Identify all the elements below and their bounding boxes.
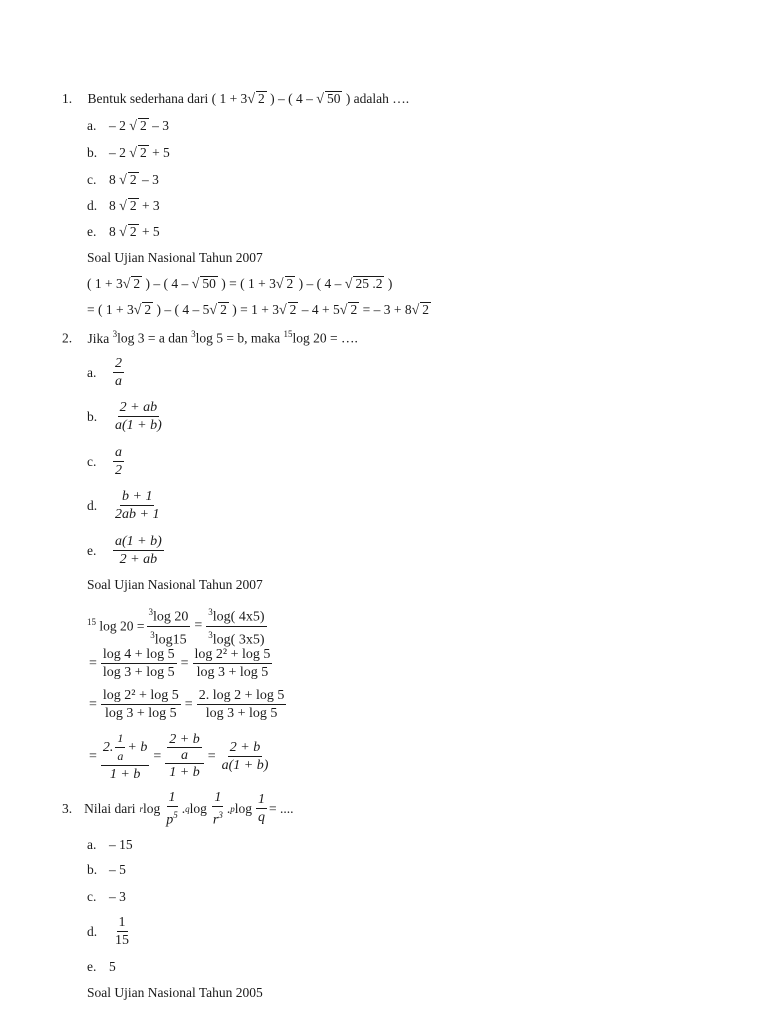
stem-text: Bentuk sederhana dari ( 1 + 3 xyxy=(87,91,248,106)
fraction: $\frac{a}{2}$ xyxy=(115,445,122,478)
source-note: Soal Ujian Nasional Tahun 2005 xyxy=(87,985,263,1000)
option-d: d. $\frac{b + 1}{2ab + 1}$ xyxy=(87,489,160,522)
question-number: 3. xyxy=(62,800,73,816)
option-b: b. $\frac{2 + ab}{a(1 + b)}$ xyxy=(87,400,162,433)
fraction: $\frac{2 + ab}{a(1 + b)}$ xyxy=(115,400,162,433)
option-b: b. – 2 √ 2 + 5 xyxy=(87,145,170,161)
solution-line-1: $^{15}$ log 20 = $\frac{^3\log 20}{^3\log 15}$ = $\frac{^3\log( 4x5)}{^3\log( 3x5)}$ xyxy=(87,604,269,648)
solution-line-2: = $\frac{\log 4 + \log 5}{\log 3 + \log 5}$ = $\frac{\text{log 2² + log 5}}{\log 3 + \log 5}$ xyxy=(89,647,271,680)
stem-text: ) – ( 4 – xyxy=(270,91,313,106)
option-c: c. $\frac{a}{2}$ xyxy=(87,445,122,478)
question-2-stem: 2. Jika $^3$log 3 = a dan $^3$log 5 = b, maka $^{15}$log 20 = …. xyxy=(62,329,358,346)
solution-line-1: ( 1 + 3√ 2 ) – ( 4 – √ 50 ) = ( 1 + 3√ 2 ) – ( 4 – √ 25 .2 ) xyxy=(87,276,393,292)
question-number: 1. xyxy=(62,91,73,106)
question-3-stem: 3. Nilai dari r log $\frac{1}{p^5}$ . q log $\frac{1}{r^3}$ . p log $\frac{1}{q}$ = .... xyxy=(62,790,294,828)
option-e: e. 8 √ 2 + 5 xyxy=(87,224,160,240)
question-1-stem: 1. Bentuk sederhana dari ( 1 + 3√ 2 ) – ( 4 – √ 50 ) adalah …. xyxy=(62,91,410,107)
fraction: $\frac{2}{a}$ xyxy=(115,356,122,389)
source-note: Soal Ujian Nasional Tahun 2007 xyxy=(87,250,263,265)
solution-line-2: = ( 1 + 3√ 2 ) – ( 4 – 5√ 2 ) = 1 + 3√ 2 – 4 + 5√ 2 = – 3 + 8√ 2 xyxy=(87,302,430,318)
option-b: b. – 5 xyxy=(87,862,126,877)
option-d: d. 8 √ 2 + 3 xyxy=(87,198,160,214)
option-c: c. – 3 xyxy=(87,889,126,904)
stem-text: ) adalah …. xyxy=(345,91,410,106)
option-a: a. $\frac{2}{a}$ xyxy=(87,356,122,389)
fraction: $\frac{b + 1}{2ab + 1}$ xyxy=(115,489,160,522)
option-c: c. 8 √ 2 – 3 xyxy=(87,172,159,188)
option-a: a. – 15 xyxy=(87,837,133,852)
source-note: Soal Ujian Nasional Tahun 2007 xyxy=(87,577,263,592)
fraction: $\frac{a(1 + b)}{2 + ab}$ xyxy=(115,534,162,567)
solution-line-4: = 2. $\frac{1}{a}$ + b 1 + b = 2 + b a 1 + b = $\frac{2 + b}{a(1 + b)}$ xyxy=(89,731,269,782)
option-e: e. $\frac{a(1 + b)}{2 + ab}$ xyxy=(87,534,162,567)
solution-line-3: = $\frac{\text{log 2² + log 5}}{\log 3 + \log 5}$ = $\frac{2. \log 2 + \log 5}{\log 3 + \log 5}$ xyxy=(89,688,285,721)
radicand: 50 xyxy=(326,91,341,106)
option-a: a. – 2 √ 2 – 3 xyxy=(87,118,169,134)
option-d: d. $\frac{1}{15}$ xyxy=(87,915,129,948)
question-number: 2. xyxy=(62,330,73,346)
radicand: 2 xyxy=(258,91,265,106)
option-e: e. 5 xyxy=(87,959,116,974)
